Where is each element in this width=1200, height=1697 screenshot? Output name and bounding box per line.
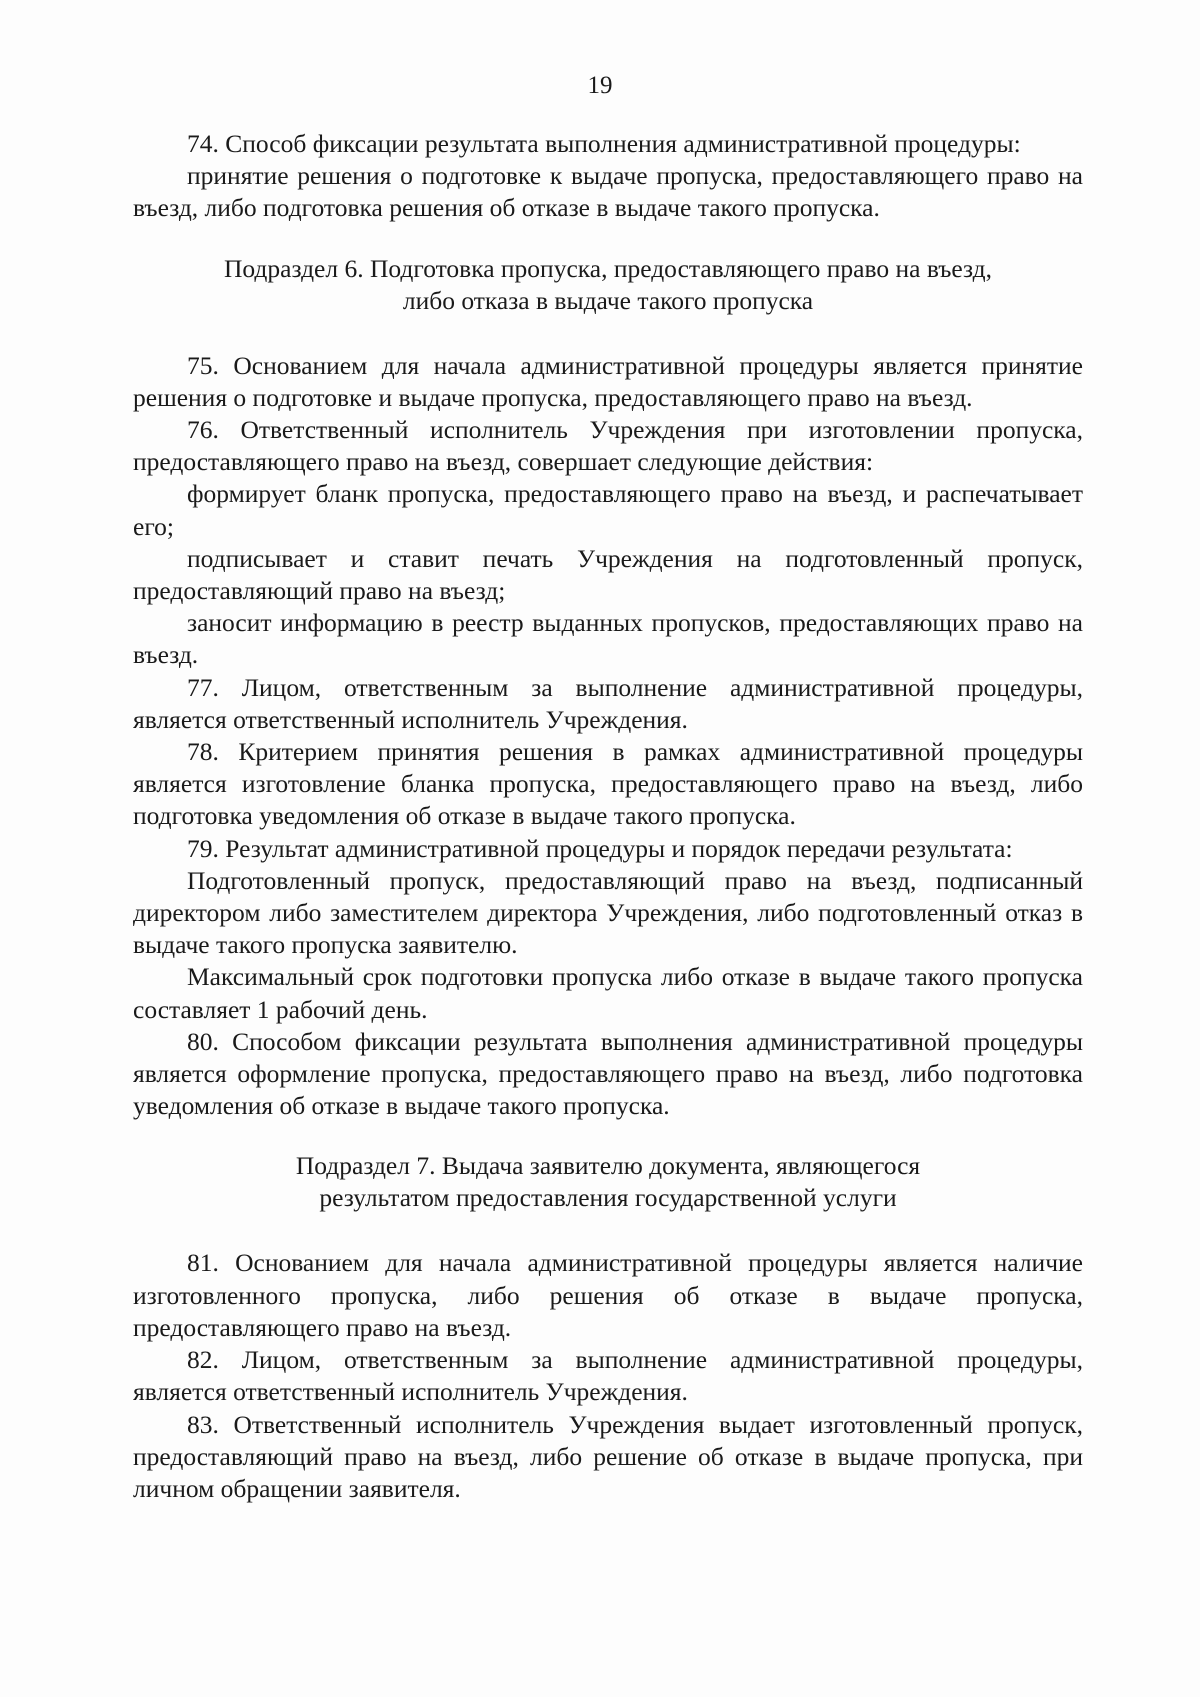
subsection-6-heading-line-2: либо отказа в выдаче такого пропуска	[402, 285, 814, 315]
paragraph-83: 83. Ответственный исполнитель Учреждения выдает изготовленный пропуск, предоставляющий право на въезд, либо решение об отказе в выдаче пропуска, при личном обращении заявителя.	[133, 1409, 1083, 1503]
paragraph-75: 75. Основанием для начала административной процедуры является принятие решения о подготовке и выдаче пропуска, предоставляющего право на въезд.	[133, 350, 1083, 412]
paragraph-76: 76. Ответственный исполнитель Учреждения при изготовлении пропуска, предоставляющего право на въезд, совершает следующие действия:	[133, 415, 1083, 477]
subsection-7-heading	[133, 1150, 1083, 1214]
paragraph-79-term: Максимальный срок подготовки пропуска либо отказе в выдаче такого пропуска составляет 1 рабочий день.	[133, 962, 1083, 1024]
paragraph-77: 77. Лицом, ответственным за выполнение административной процедуры, является ответственный исполнитель Учреждения.	[133, 672, 1083, 734]
paragraph-74-fixation: принятие решения о подготовке к выдаче пропуска, предоставляющего право на въезд, либо подготовка решения об отказе в выдаче такого пропуска.	[133, 161, 1083, 223]
paragraph-81: 81. Основанием для начала административной процедуры является наличие изготовленного пропуска, либо решения об отказе в выдаче пропуска, предоставляющего право на въезд.	[133, 1248, 1083, 1342]
subsection-7-heading-line-2: результатом предоставления государственной услуги	[319, 1183, 897, 1213]
paragraph-79-result: Подготовленный пропуск, предоставляющий право на въезд, подписанный директором либо заместителем директора Учреждения, либо подготовленный отказ в выдаче такого пропуска заявителю.	[133, 865, 1083, 960]
subsection-6-heading-line-1: Подраздел 6. Подготовка пропуска, предоставляющего право на въезд,	[223, 253, 992, 283]
paragraph-76-item-2: подписывает и ставит печать Учреждения на подготовленный пропуск, предоставляющий право на въезд;	[133, 543, 1083, 606]
page-number: 19	[587, 72, 613, 99]
subsection-6-heading	[133, 253, 1083, 317]
paragraph-74: 74. Способ фиксации результата выполнения административной процедуры:	[187, 129, 1021, 158]
paragraph-76-item-3: заносит информацию в реестр выданных пропусков, предоставляющих право на въезд.	[133, 608, 1083, 670]
paragraph-79: 79. Результат административной процедуры и порядок передачи результата:	[187, 833, 1013, 863]
paragraph-82: 82. Лицом, ответственным за выполнение административной процедуры, является ответственный исполнитель Учреждения.	[133, 1345, 1083, 1407]
document-body	[133, 128, 1083, 1505]
paragraph-80: 80. Способом фиксации результата выполнения административной процедуры является оформление пропуска, предоставляющего право на въезд, либо подготовка уведомления об отказе в выдаче такого пропуска.	[133, 1026, 1083, 1121]
subsection-7-heading-line-1: Подраздел 7. Выдача заявителю документа, являющегося	[295, 1151, 921, 1181]
paragraph-76-item-1: формирует бланк пропуска, предоставляющего право на въезд, и распечатывает его;	[133, 479, 1083, 541]
paragraph-78: 78. Критерием принятия решения в рамках административной процедуры является изготовление бланка пропуска, предоставляющего право на въезд, либо подготовка уведомления об отказе в выдаче такого пропуска.	[133, 737, 1083, 831]
